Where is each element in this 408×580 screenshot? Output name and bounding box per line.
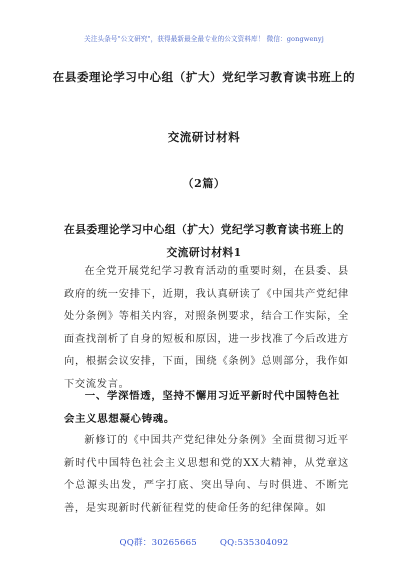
document-count-label: （2篇）: [182, 177, 226, 190]
header-watermark: 关注头条号"公文研究"，获得最新最全最专业的公文资料库！ 微信：gongwenyj: [84, 35, 324, 43]
footer-contact: [0, 536, 408, 548]
heading-text: 一、学深悟透，坚持不懈用习近平新时代中国特色社会主义思想凝心铸魂。: [64, 390, 340, 425]
body-paragraph-2: [64, 430, 349, 520]
section-heading-1: [64, 385, 349, 430]
paragraph-text: 在全党开展党纪学习教育活动的重要时刻，在县委、县政府的统一安排下，近期，我认真研读了《中国共产党纪律处分条例》等相关内容，对照条例要求，结合工作实际，全面查找剖析了自身的短板和原因，进一步找准了今后改进方向，根据会议安排，下面，围绕《条例》总则部分，我作如下交流发言。: [64, 266, 349, 390]
footer-qq-number: QQ:535304092: [219, 538, 289, 548]
body-paragraph-1: [64, 261, 349, 396]
paragraph-text: 新修订的《中国共产党纪律处分条例》全面贯彻习近平新时代中国特色社会主义思想和党的XX大精神，从党章这个总源头出发，严字打底、突出导向、与时俱进、不断完善，是实现新时代新征程党的使命任务的纪律保障。如: [64, 435, 349, 514]
document-title-line-2: 交流研讨材料: [167, 130, 241, 144]
section-title-line-1: 在县委理论学习中心组（扩大）党纪学习教育读书班上的: [64, 223, 344, 236]
document-title-line-1: 在县委理论学习中心组（扩大）党纪学习教育读书班上的: [52, 70, 356, 84]
section-title-line-2: 交流研讨材料1: [166, 246, 242, 259]
footer-qq-group: QQ群：30265665: [119, 538, 197, 548]
